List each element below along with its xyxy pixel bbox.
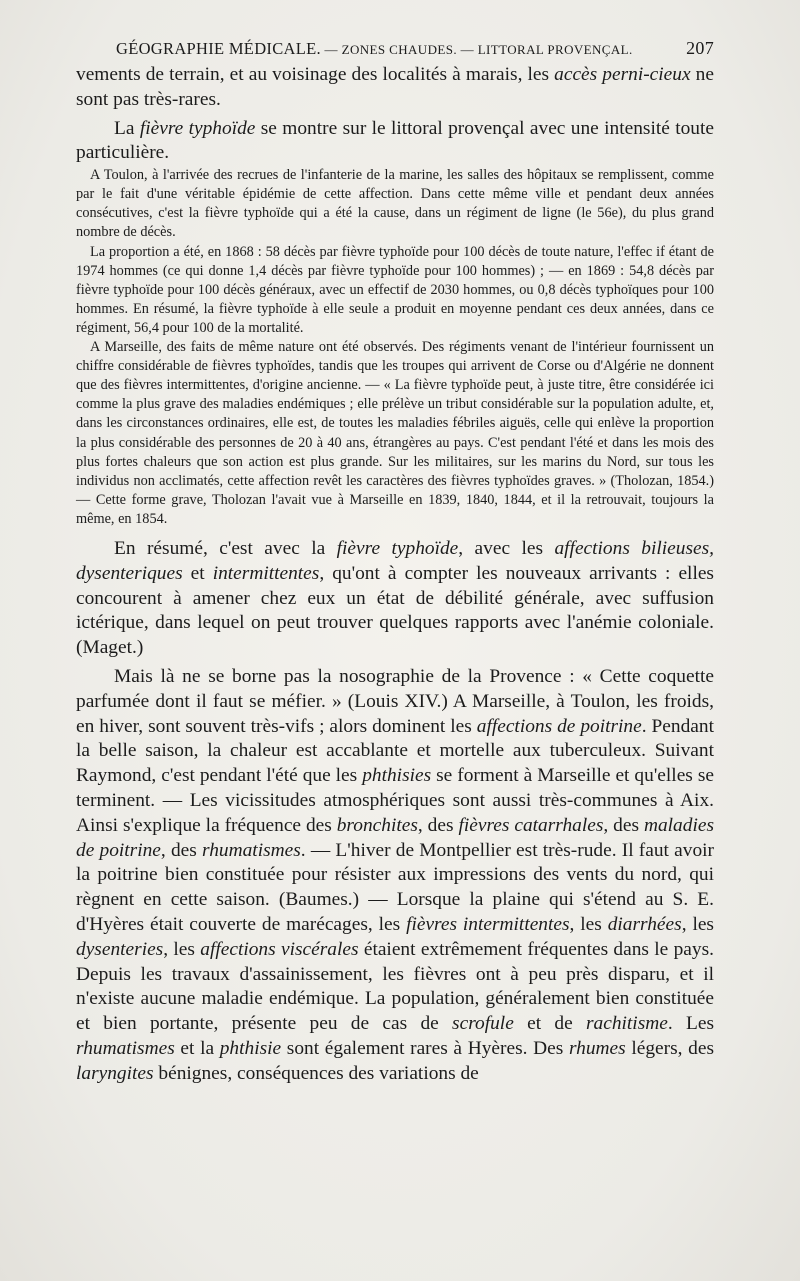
text-run: vements de terrain, et au voisinage des localités à marais, les [76,64,555,85]
text-run: . — L'hiver de Montpellier est très-rude. Il faut avoir la poitrine bien constituée pour résister aux impressions des vents du nord, qui règnent en cette saison. (Baumes.) — Lorsque la plaine qui s'étend au S. E. d'Hyères était couverte de marécages, les [76,839,714,935]
note-paragraph-marseille: A Marseille, des faits de même nature ont été observés. Des régiments venant de l'intérieur fournissent un chiffre considérable de fièvres typhoïdes, tandis que les troupes qui arrivent de Corse ou d'Algérie ne donnent que des fièvres intermittentes, d'origine ancienne. — « La fièvre typhoïde peut, à juste titre, être considérée ici comme la plus grave des maladies endémiques ; elle prélève un tribut considérable sur la population adulte, et, dans les circonstances ordinaires, elle est, de toutes les maladies fébriles aiguës, celle qui enlève la proportion la plus considérable des personnes de 20 à 40 ans, étrangères au pays. C'est pendant l'été et dans les mois des plus fortes chaleurs que son action est plus grande. Sur les militaires, sur les marins du Nord, sur tous les individus non acclimatés, cette affection revêt les caractères des fièvres typhoïdes graves. » (Tholozan, 1854.) — Cette forme grave, Tholozan l'avait vue à Marseille en 1839, 1840, 1844, et il la retrouvait, toujours la même, en 1854. [76,339,714,527]
note-paragraph-proportion: La proportion a été, en 1868 : 58 décès par fièvre typhoïde pour 100 décès de toute nature, l'effec if étant de 1974 hommes (ce qui donne 1,4 décès par fièvre typhoïde pour 100 hommes) ; — en 1869 : 54,8 décès par fièvre typhoïde pour 100 décès généraux, avec un effectif de 2030 hommes, ou 0,8 décès typhoïques pour 100 hommes. En résumé, la fièvre typhoïde à elle seule a produit en moyenne pendant ces deux années, dans ce régiment, 56,4 pour 100 de la mortalité. [76,243,714,336]
emphasis: scrofule [452,1013,514,1035]
paragraph-nosographie [76,665,714,1087]
text-run: , des [603,814,644,836]
note-paragraph-toulon: A Toulon, à l'arrivée des recrues de l'infanterie de la marine, les salles des hôpitaux se remplissent, comme par le fait d'une véritable épidémie de cette affection. Dans cette même ville et pendant deux années consécutives, c'est la fièvre typhoïde qui a été la cause, dans un régiment de ligne (le 56e), du plus grand nombre de décès. [76,167,714,241]
emphasis: rhumes [568,1037,626,1059]
emphasis: bronchites [336,814,418,836]
emphasis: rhumatismes [76,1037,175,1059]
text-run: , qu'ont à compter les nouveaux arrivants : elles concourent à amener chez eux un état de débilité générale, avec suffusion ictérique, dans lequel on peut trouver quelques rapports avec l'anémie coloniale. (Maget.) [76,562,714,659]
page-number: 207 [686,38,714,58]
text-run: et la [174,1037,220,1059]
text-run: , les [163,938,201,960]
emphasis: maladies de poitrine [76,814,714,861]
header-text [116,39,633,59]
header-section: ZONES CHAUDES. [341,42,457,57]
text-run: , les [569,913,608,935]
emphasis: phthisies [362,765,432,787]
header-separator: — [457,42,478,57]
text-run: sont également rares à Hyères. Des [281,1037,569,1059]
emphasis: diarrhées [607,913,682,935]
header-separator: — [320,42,342,57]
header-subsection: LITTORAL PROVENÇAL. [477,42,633,57]
header-title: GÉOGRAPHIE MÉDICALE. [116,39,321,58]
text-run: ne sont pas très-rares. [76,64,714,110]
paragraph-resume [76,537,714,661]
emphasis: intermittentes [212,562,320,584]
emphasis: fièvre typhoïde [336,537,459,559]
emphasis: fièvres intermittentes [406,913,570,935]
text-run: , des [160,839,203,861]
text-run: , les [681,913,714,935]
emphasis: dysenteries [76,938,164,960]
text-run: et de [513,1013,586,1035]
emphasis: affections de poitrine [476,715,642,737]
paragraph-1 [76,63,714,113]
text-run: , avec les [458,537,555,559]
text-run: La [114,117,140,139]
text-run: se forment à Marseille et qu'elles se terminent. — Les vicissitudes atmosphériques sont aussi très-communes à Aix. Ainsi s'explique la fréquence des [76,765,714,836]
emphasis: phthisie [219,1037,282,1059]
emphasis: affections bilieuses, dysenteriques [76,537,714,584]
emphasis: affections viscérales [200,938,359,960]
emphasis: laryngites [76,1062,154,1084]
text-run: Mais là ne se borne pas la nosographie de la Provence : « Cette coquette parfumée dont il faut se méfier. » (Louis XIV.) A Marseille, à Toulon, les froids, en hiver, sont souvent très-vifs ; alors dominent les [76,665,714,737]
running-head [116,38,714,59]
emphasis: rhumatismes [202,839,301,861]
emphasis: fièvres catarrhales [458,814,604,836]
emphasis: rachitisme [585,1013,668,1035]
text-run: et [182,562,213,584]
text-run: En résumé, c'est avec la [114,537,337,559]
text-run: se montre sur le littoral provençal avec une intensité toute particulière. [76,117,714,164]
text-run: étaient extrêmement fréquentes dans le pays. Depuis les travaux d'assainissement, les fièvres ont à peu près disparu, et il n'existe aucune maladie endémique. La population, généralement bien constituée et bien portante, présente peu de cas de [76,938,714,1035]
text-run: . Pendant la belle saison, la chaleur est accablante et mortelle aux tuberculeux. Suivant Raymond, c'est pendant l'été que les [76,715,714,787]
paragraph-2 [76,117,714,167]
text-run: bénignes, conséquences des variations de [153,1062,479,1084]
text-run: , des [417,814,459,836]
text-run: légers, des [625,1037,714,1059]
emphasis: accès perni-cieux [554,64,691,85]
emphasis: fièvre typhoïde [139,117,256,139]
text-run: . Les [667,1013,714,1035]
